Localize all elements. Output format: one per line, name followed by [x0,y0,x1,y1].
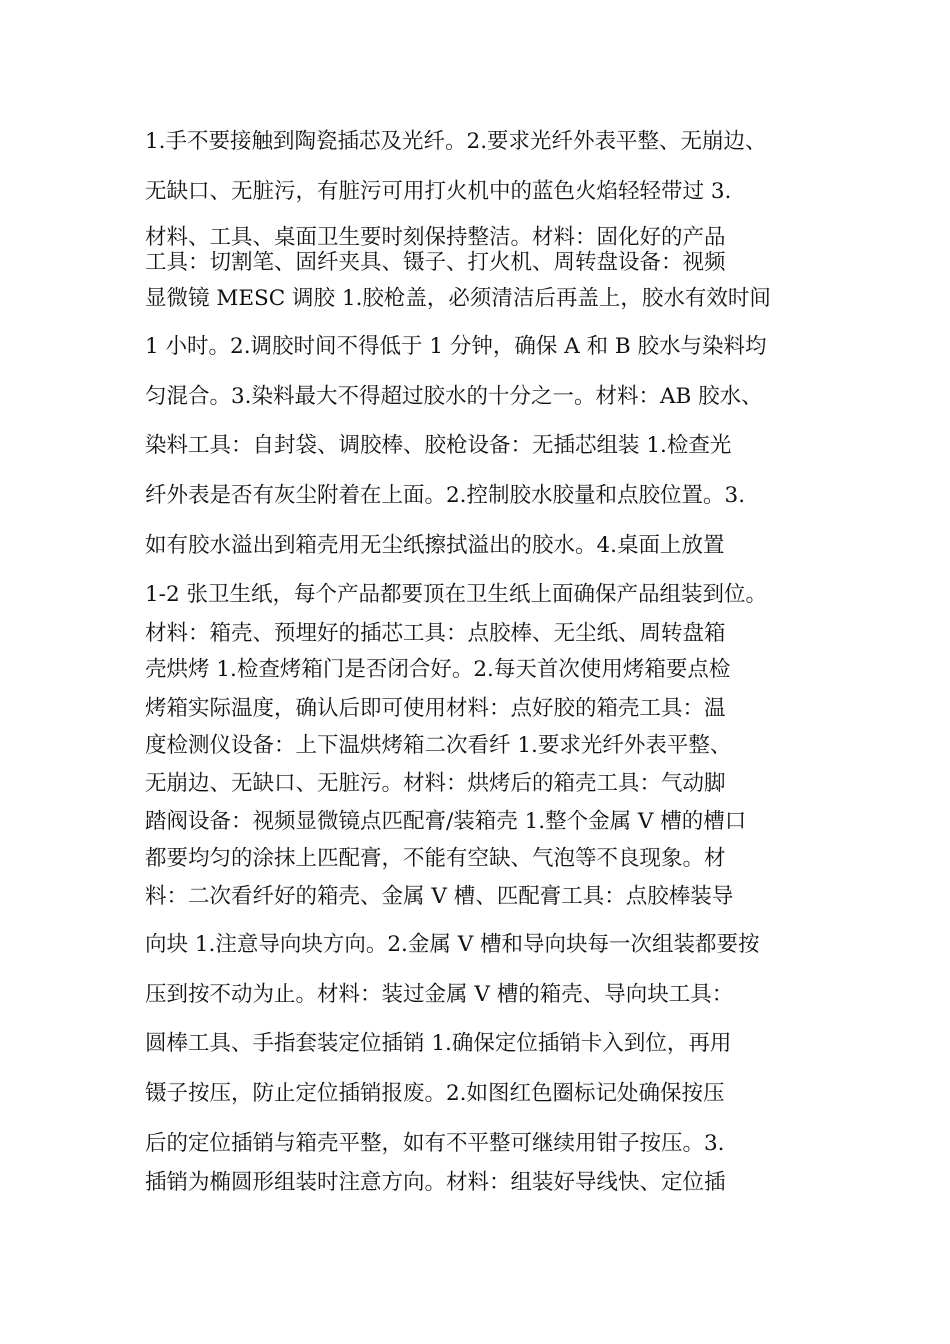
text-line: 材料：箱壳、预埋好的插芯工具：点胶棒、无尘纸、周转盘箱 [145,621,726,646]
text-line: 踏阀设备：视频显微镜点匹配膏/装箱壳 1.整个金属 V 槽的槽口 [145,809,747,834]
text-line: 烤箱实际温度，确认后即可使用材料：点好胶的箱壳工具：温 [145,696,726,721]
text-line: 插销为椭圆形组装时注意方向。材料：组装好导线快、定位插 [145,1170,726,1195]
text-line: 显微镜 MESC 调胶 1.胶枪盖，必须清洁后再盖上，胶水有效时间 [145,286,771,311]
text-line: 无崩边、无缺口、无脏污。材料：烘烤后的箱壳工具：气动脚 [145,771,726,796]
text-line: 料：二次看纤好的箱壳、金属 V 槽、匹配膏工具：点胶棒装导 [145,884,734,909]
text-line: 圆棒工具、手指套装定位插销 1.确保定位插销卡入到位，再用 [145,1031,732,1056]
text-line: 如有胶水溢出到箱壳用无尘纸擦拭溢出的胶水。4.桌面上放置 [145,533,725,558]
text-line: 1.手不要接触到陶瓷插芯及光纤。2.要求光纤外表平整、无崩边、 [145,129,767,154]
text-line: 工具：切割笔、固纤夹具、镊子、打火机、周转盘设备：视频 [145,250,726,275]
text-line: 材料、工具、桌面卫生要时刻保持整洁。材料：固化好的产品 [145,225,726,250]
text-line: 镊子按压，防止定位插销报废。2.如图红色圈标记处确保按压 [145,1081,725,1106]
text-line: 后的定位插销与箱壳平整，如有不平整可继续用钳子按压。3. [145,1131,725,1156]
text-line: 1-2 张卫生纸，每个产品都要顶在卫生纸上面确保产品组装到位。 [145,582,767,607]
text-line: 1 小时。2.调胶时间不得低于 1 分钟，确保 A 和 B 胶水与染料均 [145,334,767,359]
text-line: 无缺口、无脏污，有脏污可用打火机中的蓝色火焰轻轻带过 3. [145,179,732,204]
text-line: 度检测仪设备：上下温烘烤箱二次看纤 1.要求光纤外表平整、 [145,733,732,758]
text-line: 染料工具：自封袋、调胶棒、胶枪设备：无插芯组装 1.检查光 [145,433,732,458]
text-line: 都要均匀的涂抹上匹配膏，不能有空缺、气泡等不良现象。材 [145,846,726,871]
text-line: 匀混合。3.染料最大不得超过胶水的十分之一。材料：AB 胶水、 [145,384,763,409]
text-line: 向块 1.注意导向块方向。2.金属 V 槽和导向块每一次组装都要按 [145,932,760,957]
text-line: 壳烘烤 1.检查烤箱门是否闭合好。2.每天首次使用烤箱要点检 [145,657,731,682]
text-line: 纤外表是否有灰尘附着在上面。2.控制胶水胶量和点胶位置。3. [145,483,746,508]
text-line: 压到按不动为止。材料：装过金属 V 槽的箱壳、导向块工具： [145,982,734,1007]
